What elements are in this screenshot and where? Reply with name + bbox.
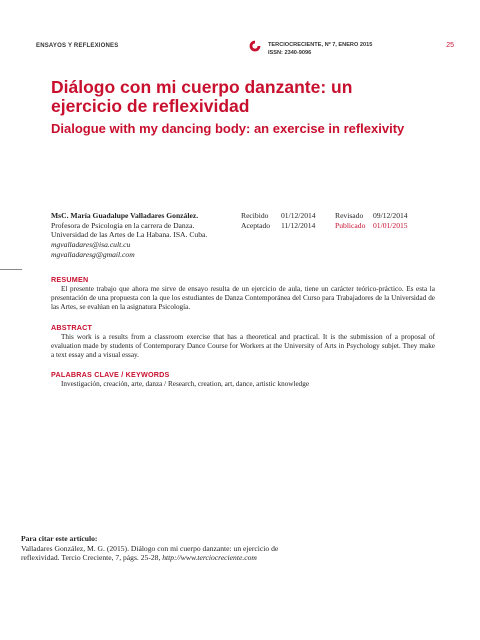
- abstract-section: [51, 323, 435, 360]
- received-date: 01/12/2014: [281, 211, 316, 220]
- margin-rule: [0, 269, 22, 270]
- resumen-heading: RESUMEN: [51, 275, 89, 284]
- dates-row-2: [241, 221, 441, 231]
- citation-line1: Valladares González, M. G. (2015). Diálogo con mi cuerpo danzante: un ejercicio de: [21, 543, 279, 553]
- abstract-heading: ABSTRACT: [51, 323, 93, 332]
- accepted-label: Aceptado: [241, 220, 271, 230]
- author-email-secondary[interactable]: mgvalladaresg@gmail.com: [51, 249, 135, 259]
- reviewed-label: Revisado: [335, 211, 364, 220]
- title-es-line2: ejercicio de reflexividad: [51, 96, 250, 116]
- citation-url-link[interactable]: http://www.terciocreciente.com: [162, 553, 257, 563]
- accepted-date: 11/12/2014: [281, 220, 316, 230]
- citation-label: Para citar este artículo:: [21, 534, 98, 543]
- received-label: Recibido: [241, 211, 269, 220]
- published-date: 01/01/2015: [373, 220, 408, 230]
- author-block: [51, 211, 251, 260]
- page-number: 25: [446, 42, 454, 49]
- journal-info: [268, 42, 372, 57]
- citation-line2: [21, 553, 321, 563]
- keywords-heading: PALABRAS CLAVE / KEYWORDS: [51, 370, 170, 379]
- article-title-spanish: [51, 78, 451, 116]
- page-header: [36, 40, 454, 62]
- author-position: Profesora de Psicología en la carrera de Danza.: [51, 220, 195, 230]
- section-label: ENSAYOS Y REFLEXIONES: [36, 43, 119, 49]
- resumen-section: [51, 275, 435, 312]
- citation-line2-text: reflexividad. Tercio Creciente, 7, págs. 25-28,: [21, 553, 163, 563]
- reviewed-date: 09/12/2014: [373, 211, 408, 220]
- dates-row-1: [241, 211, 441, 221]
- crescent-moon-icon: [249, 40, 261, 52]
- author-email-primary[interactable]: mgvalladares@isa.cult.cu: [51, 240, 131, 250]
- article-title-english: Dialogue with my dancing body: an exercise in reflexivity: [51, 121, 405, 136]
- published-label: Publicado: [335, 220, 366, 230]
- keywords-section: [51, 370, 435, 389]
- journal-issue: TERCIOCRECIENTE, Nº 7, ENERO 2015: [268, 42, 373, 48]
- resumen-text: El presente trabajo que ahora me sirve de ensayo resulta de un ejercicio de aula, tiene un carácter teórico-práctico. Es esta la presentación de una propuesta con la que los estudiantes de Danza Contemporánea del Curso para Trabajadores de la Universidad de las Artes, se evalúan en la asignatura Psicología.: [51, 285, 435, 312]
- journal-issn: ISSN: 2340-9096: [268, 49, 312, 56]
- citation-block: [21, 534, 321, 563]
- author-name: MsC. María Guadalupe Valladares González.: [51, 211, 199, 220]
- abstract-text: This work is a results from a classroom exercise that has a theoretical and practical. It is the submission of a proposal of evaluation made by students of Contemporary Dance Course for Workers at the University of Arts in Psychology subjet. They make a text essay and a visual essay.: [51, 333, 435, 360]
- dates-block: [241, 211, 441, 230]
- title-es-line1: Diálogo con mi cuerpo danzante: un: [51, 77, 353, 97]
- keywords-text: Investigación, creación, arte, danza / Research, creation, art, dance, artistic knowledge: [61, 380, 310, 388]
- author-affiliation: Universidad de las Artes de La Habana. ISA. Cuba.: [51, 230, 208, 240]
